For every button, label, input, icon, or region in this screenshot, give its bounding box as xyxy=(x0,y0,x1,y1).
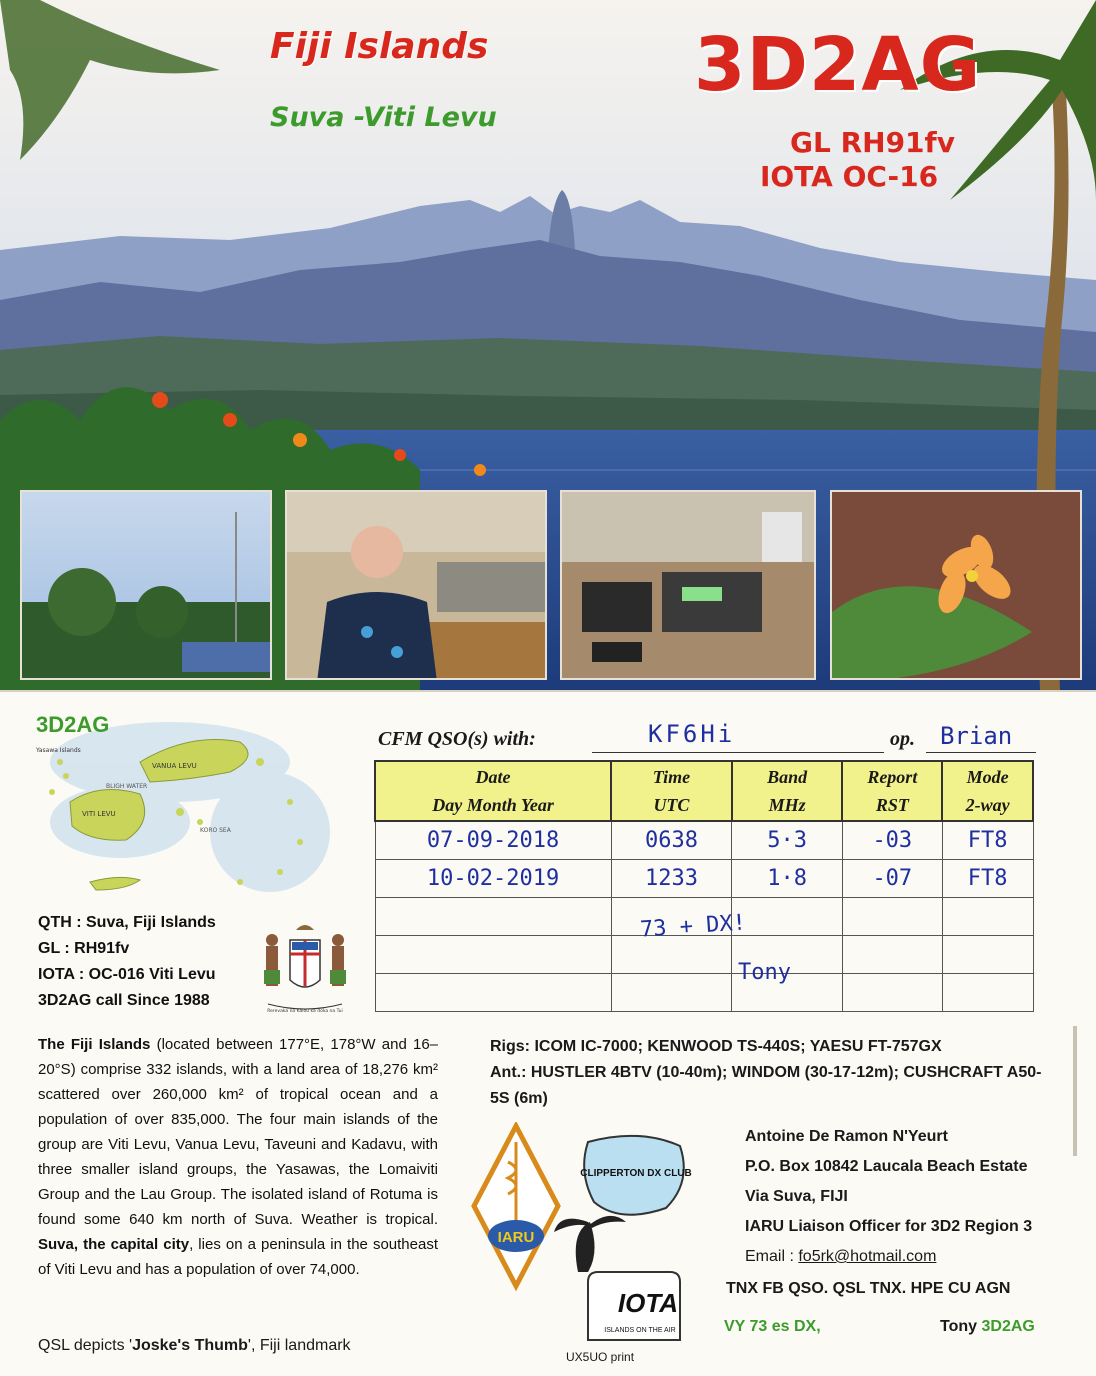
desc-bold-1: The Fiji Islands xyxy=(38,1036,151,1053)
palm-tree-image xyxy=(22,492,272,680)
map-label-viti-levu: VITI LEVU xyxy=(82,810,116,818)
cell-mode: FT8 xyxy=(942,821,1033,859)
since-line: 3D2AG call Since 1988 xyxy=(38,992,210,1009)
signature-callsign: 3D2AG xyxy=(981,1318,1035,1335)
front-callsign: 3D2AG xyxy=(694,22,982,108)
city: Via Suva, FIJI xyxy=(745,1188,848,1205)
op-label: op. xyxy=(890,728,915,750)
header-time: Time UTC xyxy=(611,761,732,821)
cell-mode xyxy=(942,935,1033,973)
cell-mode xyxy=(942,973,1033,1011)
table-row xyxy=(375,859,1033,897)
mailing-address xyxy=(745,1122,1032,1272)
cell-date: 10-02-2019 xyxy=(375,859,611,897)
iota-logo-text: IOTA xyxy=(617,1288,679,1318)
iaru-logo-icon xyxy=(474,1126,558,1286)
signature-name: Tony xyxy=(940,1318,982,1335)
table-row xyxy=(375,973,1033,1011)
qso-log-header-row xyxy=(375,761,1033,821)
photo-strip xyxy=(20,490,1082,680)
depicts-post: ', Fiji landmark xyxy=(247,1337,351,1354)
depicts-pre: QSL depicts ' xyxy=(38,1337,133,1354)
edge-mark-icon xyxy=(1070,1026,1082,1156)
cell-mode xyxy=(942,897,1033,935)
cell-time xyxy=(611,973,732,1011)
antenna-line: Ant.: HUSTLER 4BTV (10-40m); WINDOM (30-17-12m); CUSHCRAFT A50-5S (6m) xyxy=(490,1064,1042,1107)
fiji-description xyxy=(38,1032,438,1282)
cell-band: 1·8 xyxy=(732,859,843,897)
header-report: Report RST xyxy=(842,761,942,821)
handwritten-signature: Tony xyxy=(738,960,791,985)
depicts-bold: Joske's Thumb xyxy=(132,1337,248,1354)
cell-report: -03 xyxy=(842,821,942,859)
cfm-with-line xyxy=(592,752,884,753)
iaru-logo-text: IARU xyxy=(497,1229,535,1246)
arms-motto: Rerevaka na Kalou ka doka na Tui xyxy=(267,1009,343,1014)
cell-time: 0638 xyxy=(611,821,732,859)
vy73-line: VY 73 es DX, xyxy=(724,1318,821,1335)
photo-frangipani xyxy=(830,490,1082,680)
cell-date xyxy=(375,973,611,1011)
club-logos xyxy=(470,1122,730,1352)
email-label: Email : xyxy=(745,1248,799,1265)
qsl-back xyxy=(0,690,1096,1376)
cell-time: 1233 xyxy=(611,859,732,897)
handwritten-greeting: 73 + DX! xyxy=(639,910,747,943)
clipperton-logo-icon xyxy=(580,1136,692,1215)
op-name: Brian xyxy=(940,722,1013,750)
operator-image xyxy=(287,492,547,680)
iota-logo-icon xyxy=(554,1216,680,1340)
map-label-koro-sea: KORO SEA xyxy=(200,827,231,834)
email-link[interactable]: fo5rk@hotmail.com xyxy=(798,1248,937,1265)
front-title: Fiji Islands xyxy=(270,26,489,67)
radio-equipment-image xyxy=(562,492,816,680)
cell-date xyxy=(375,897,611,935)
iota-line: IOTA : OC-016 Viti Levu xyxy=(38,966,216,983)
desc-text-1: (located between 177°E, 178°W and 16–20°S) comprise 332 islands, with a land area of 18,276 km² scattered over 260,000 km² of tropical ocean and a population of over 835,000. The four main islands of the group are Viti Levu, Vanua Levu, Taveuni and Kadavu, with three smaller island groups, the Yasawas, the Lomaiviti Group and the Lau Group. The isolated island of Rotuma is found some 640 km north of Suva. Weather is tropical. xyxy=(38,1036,438,1228)
cfm-with-callsign: KF6Hi xyxy=(648,720,736,748)
cell-band xyxy=(732,897,843,935)
flower-image xyxy=(832,492,1082,680)
gl-line: GL : RH91fv xyxy=(38,940,130,957)
front-iota: IOTA OC-16 xyxy=(760,160,939,193)
iaru-role: IARU Liaison Officer for 3D2 Region 3 xyxy=(745,1218,1033,1235)
cell-report xyxy=(842,973,942,1011)
printer-credit: UX5UO print xyxy=(566,1350,635,1364)
photo-palms-sky xyxy=(20,490,272,680)
cell-band: 5·3 xyxy=(732,821,843,859)
cell-report: -07 xyxy=(842,859,942,897)
cell-date: 07-09-2018 xyxy=(375,821,611,859)
desc-text-2: , lies on a peninsula in the southeast of Viti Levu and has a population of over 74,000. xyxy=(38,1236,439,1278)
station-equipment xyxy=(490,1034,1060,1112)
table-row xyxy=(375,935,1033,973)
table-row xyxy=(375,821,1033,859)
fiji-coat-of-arms-icon xyxy=(250,910,360,1020)
front-subtitle: Suva -Viti Levu xyxy=(270,102,497,133)
cell-report xyxy=(842,897,942,935)
tnx-line: TNX FB QSO. QSL TNX. HPE CU AGN xyxy=(726,1280,1011,1297)
qth-line: QTH : Suva, Fiji Islands xyxy=(38,914,216,931)
clipperton-logo-text: CLIPPERTON DX CLUB xyxy=(580,1168,692,1179)
back-callsign: 3D2AG xyxy=(36,712,110,737)
photo-operator xyxy=(285,490,547,680)
map-label-vanua-levu: VANUA LEVU xyxy=(152,762,197,770)
qsl-depicts-line xyxy=(38,1337,351,1355)
header-date: Date Day Month Year xyxy=(375,761,611,821)
signature-line xyxy=(940,1318,1035,1336)
rigs-line: Rigs: ICOM IC-7000; KENWOOD TS-440S; YAESU FT-757GX xyxy=(490,1038,942,1055)
email-line xyxy=(745,1242,1032,1272)
cell-time xyxy=(611,935,732,973)
qso-log-table xyxy=(374,760,1034,1012)
header-mode: Mode 2-way xyxy=(942,761,1033,821)
operator-name: Antoine De Ramon N'Yeurt xyxy=(745,1128,948,1145)
cell-report xyxy=(842,935,942,973)
header-band: Band MHz xyxy=(732,761,843,821)
cell-date xyxy=(375,935,611,973)
cell-mode: FT8 xyxy=(942,859,1033,897)
front-grid-locator: GL RH91fv xyxy=(790,126,955,159)
desc-bold-2: Suva, the capital city xyxy=(38,1236,190,1253)
po-box: P.O. Box 10842 Laucala Beach Estate xyxy=(745,1158,1028,1175)
iota-logo-subtext: ISLANDS ON THE AIR xyxy=(604,1327,676,1334)
photo-radio-station xyxy=(560,490,816,680)
map-label-yasawa: Yasawa Islands xyxy=(36,747,81,754)
op-line xyxy=(926,752,1036,753)
cfm-label: CFM QSO(s) with: xyxy=(378,728,536,750)
map-label-bligh-water: BLIGH WATER xyxy=(106,783,148,790)
